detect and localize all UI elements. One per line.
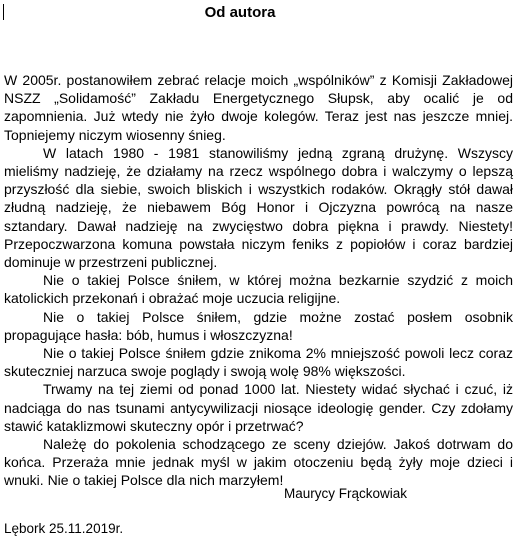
- paragraph-5: Nie o takiej Polsce śniłem gdzie znikoma 2% mniejszość powoli lecz coraz skuteczniej narzuca swoje poglądy i swoją wolę 98% większości.: [4, 345, 513, 380]
- paragraph-6: Trwamy na tej ziemi od ponad 1000 lat. Niestety widać słychać i czuć, iż nadciąga do nas tsunami antycywilizacji niosące ideologię gender. Czy zdołamy stawić kataklizmowi skuteczny opór i przetrwać?: [4, 381, 513, 434]
- paragraph-7: Należę do pokolenia schodzącego ze sceny dziejów. Jakoś dotrwam do końca. Przeraża mnie jednak myśl w jakim otoczeniu będą żyły moje dzieci i wnuki. Nie o takiej Polsce dla nich marzyłem!: [4, 436, 513, 489]
- author-signature: Maurycy Frąckowiak: [284, 486, 408, 501]
- document-title: Od autora: [204, 4, 276, 21]
- document-body: [4, 71, 513, 490]
- paragraph-4: Nie o takiej Polsce śniłem, gdzie możne zostać posłem osobnik propagujące hasła: bób, humus i włoszczyzna!: [4, 308, 513, 343]
- paragraph-3: Nie o takiej Polsce śniłem, w której można bezkarnie szydzić z moich katolickich przekonań i obrażać moje uczucia religijne.: [4, 272, 513, 307]
- paragraph-2: W latach 1980 - 1981 stanowiliśmy jedną zgraną drużynę. Wszyscy mieliśmy nadzieję, że działamy na rzecz wspólnego dobra i walczymy o lepszą przyszłość dla siebie, swoich bliskich i wszystkich rodaków. Okrągły stół dawał złudną nadzieję, że niebawem Bóg Honor i Ojczyzna powrócą na nasze sztandary. Dawał nadzieję na zwycięstwo dobra piękna i prawdy. Niestety! Przepoczwarzona komuna powstała niczym feniks z popiołów i coraz bardziej dominuje w przestrzeni publicznej.: [4, 144, 513, 271]
- place-and-date: Lębork 25.11.2019r.: [4, 521, 124, 536]
- paragraph-1: W 2005r. postanowiłem zebrać relacje moich „wspólników” z Komisji Zakładowej NSZZ „Solidamość” Zakładu Energetycznego Słupsk, aby ocalić je od zapomnienia. Już wtedy nie żyło dwoje kolegów. Teraz jest nas jeszcze mniej. Topniejemy niczym wiosenny śnieg.: [4, 72, 513, 143]
